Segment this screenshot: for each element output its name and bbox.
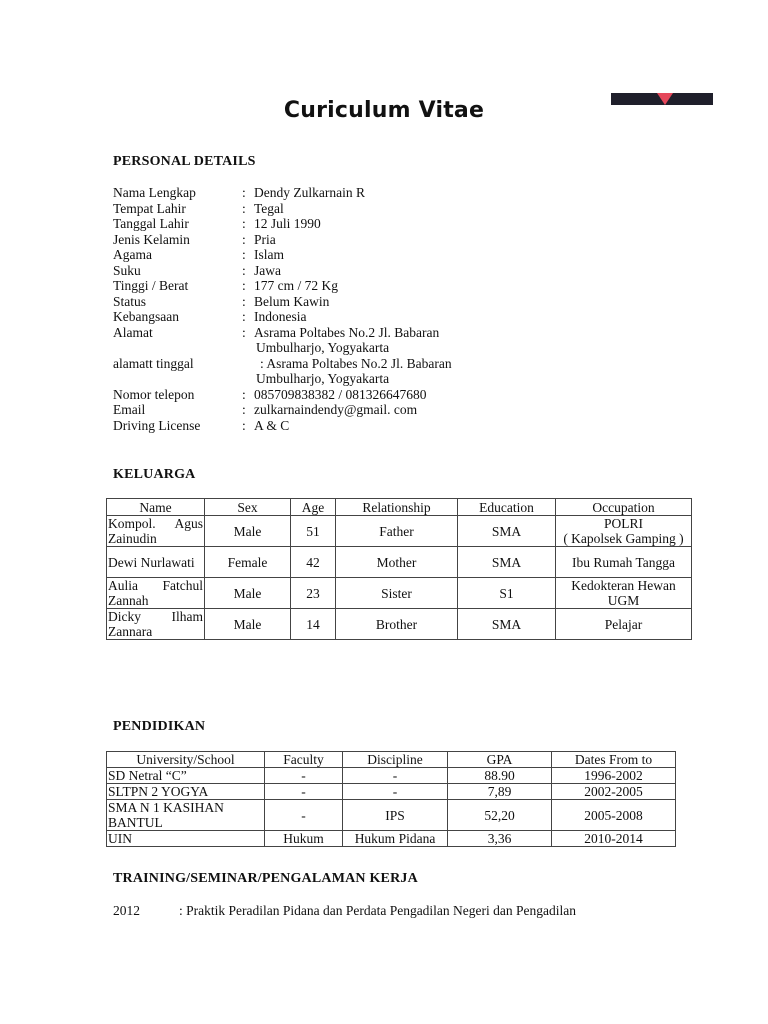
detail-row xyxy=(113,356,673,372)
column-header: Relationship xyxy=(336,499,458,516)
detail-row xyxy=(113,232,673,248)
detail-value: zulkarnaindendy@gmail. com xyxy=(254,402,418,417)
occupation-cell xyxy=(556,609,692,640)
detail-row xyxy=(113,185,673,201)
detail-row xyxy=(113,294,673,310)
personal-details-list xyxy=(113,185,673,433)
family-table xyxy=(106,498,692,640)
detail-value: Jawa xyxy=(254,262,281,278)
section-heading-family: KELUARGA xyxy=(113,467,196,482)
section-heading-personal: PERSONAL DETAILS xyxy=(113,154,256,169)
detail-colon: : xyxy=(242,185,246,200)
age-cell: 14 xyxy=(291,609,336,640)
education-table xyxy=(106,751,676,847)
faculty-cell: - xyxy=(265,784,343,800)
detail-row xyxy=(113,402,673,418)
detail-row xyxy=(113,263,673,279)
detail-row xyxy=(113,387,673,403)
detail-label: Status xyxy=(113,293,147,309)
detail-value: Islam xyxy=(254,247,284,262)
detail-row xyxy=(113,418,673,434)
detail-label: Nomor telepon xyxy=(113,386,195,402)
dates-cell: 2010-2014 xyxy=(552,831,676,847)
sex-cell: Male xyxy=(205,609,291,640)
detail-colon: : xyxy=(242,200,246,216)
occupation-line: Pelajar xyxy=(604,616,643,632)
detail-row xyxy=(113,216,673,232)
detail-row xyxy=(113,247,673,263)
table-header-row xyxy=(107,499,692,516)
dates-cell: 2002-2005 xyxy=(552,784,676,800)
detail-label: Tinggi / Berat xyxy=(113,278,189,293)
detail-value: A & C xyxy=(254,417,290,433)
gpa-cell: 52,20 xyxy=(448,800,552,831)
detail-colon: : xyxy=(242,247,246,262)
column-header: Education xyxy=(458,499,556,516)
sex-cell: Female xyxy=(205,547,291,578)
school-cell: UIN xyxy=(107,831,265,847)
detail-row xyxy=(113,309,673,325)
occupation-cell xyxy=(556,578,692,609)
detail-label: Email xyxy=(113,402,146,417)
occupation-line: ( Kapolsek Gamping ) xyxy=(563,531,684,546)
detail-value: 177 cm / 72 Kg xyxy=(254,278,338,293)
occupation-line: POLRI xyxy=(603,516,643,531)
detail-value: 12 Juli 1990 xyxy=(254,216,321,231)
gpa-cell: 3,36 xyxy=(448,831,552,847)
detail-row xyxy=(113,371,673,387)
sex-cell: Male xyxy=(205,578,291,609)
detail-value: Dendy Zulkarnain R xyxy=(254,185,365,200)
detail-label: Agama xyxy=(113,247,152,262)
table-row xyxy=(107,768,676,784)
education-cell: SMA xyxy=(458,609,556,640)
occupation-line: Kedokteran Hewan xyxy=(571,578,676,593)
column-header: Sex xyxy=(205,499,291,516)
detail-row xyxy=(113,201,673,217)
detail-value: : Asrama Poltabes No.2 Jl. Babaran xyxy=(260,355,452,371)
detail-label: Alamat xyxy=(113,324,153,340)
school-cell: SMA N 1 KASIHAN BANTUL xyxy=(107,800,265,831)
discipline-cell: Hukum Pidana xyxy=(343,831,448,847)
detail-label: Driving License xyxy=(113,417,201,433)
detail-value: Indonesia xyxy=(254,309,307,324)
name-cell: Dewi Nurlawati xyxy=(107,547,205,578)
education-cell: S1 xyxy=(458,578,556,609)
detail-colon: : xyxy=(242,231,246,247)
column-header: University/School xyxy=(107,752,265,768)
discipline-cell: - xyxy=(343,784,448,800)
name-cell: Kompol. Agus Zainudin xyxy=(108,516,203,546)
detail-colon: : xyxy=(242,278,246,293)
table-row xyxy=(107,609,692,640)
detail-label: Tanggal Lahir xyxy=(113,216,189,231)
dates-cell: 2005-2008 xyxy=(552,800,676,831)
detail-colon: : xyxy=(242,324,246,340)
detail-label: Jenis Kelamin xyxy=(113,231,190,247)
detail-colon: : xyxy=(242,402,246,417)
detail-value: Pria xyxy=(254,231,276,247)
table-row xyxy=(107,578,692,609)
table-row xyxy=(107,547,692,578)
detail-value: Umbulharjo, Yogyakarta xyxy=(256,340,390,355)
occupation-line: UGM xyxy=(607,593,640,608)
detail-colon: : xyxy=(242,293,246,309)
occupation-line: Ibu Rumah Tangga xyxy=(571,554,676,570)
detail-row xyxy=(113,340,673,356)
relationship-cell: Brother xyxy=(336,609,458,640)
relationship-cell: Father xyxy=(336,516,458,547)
column-header: Dates From to xyxy=(552,752,676,768)
training-description: : Praktik Peradilan Pidana dan Perdata Pengadilan Negeri dan Pengadilan xyxy=(179,903,577,918)
school-cell: SD Netral “C” xyxy=(107,768,265,784)
table-row xyxy=(107,516,692,547)
name-cell: Dicky Ilham Zannara xyxy=(108,609,203,639)
column-header: Age xyxy=(291,499,336,516)
detail-row xyxy=(113,278,673,294)
discipline-cell: - xyxy=(343,768,448,784)
gpa-cell: 88.90 xyxy=(448,768,552,784)
education-cell: SMA xyxy=(458,516,556,547)
column-header: Discipline xyxy=(343,752,448,768)
school-cell: SLTPN 2 YOGYA xyxy=(107,784,265,800)
detail-label: Nama Lengkap xyxy=(113,185,196,200)
detail-colon: : xyxy=(242,309,246,324)
detail-label: Kebangsaan xyxy=(113,309,179,324)
table-row xyxy=(107,831,676,847)
detail-colon: : xyxy=(242,417,246,433)
column-header: Faculty xyxy=(265,752,343,768)
occupation-cell xyxy=(556,516,692,547)
age-cell: 23 xyxy=(291,578,336,609)
education-cell: SMA xyxy=(458,547,556,578)
column-header: Occupation xyxy=(556,499,692,516)
detail-label: alamatt tinggal xyxy=(113,355,194,371)
detail-value: Tegal xyxy=(254,200,284,216)
occupation-cell xyxy=(556,547,692,578)
dates-cell: 1996-2002 xyxy=(552,768,676,784)
gpa-cell: 7,89 xyxy=(448,784,552,800)
faculty-cell: Hukum xyxy=(265,831,343,847)
faculty-cell: - xyxy=(265,800,343,831)
detail-label: Suku xyxy=(113,262,141,278)
detail-colon: : xyxy=(242,386,246,402)
relationship-cell: Sister xyxy=(336,578,458,609)
table-row xyxy=(107,800,676,831)
detail-label: Tempat Lahir xyxy=(113,200,186,216)
table-header-row xyxy=(107,752,676,768)
faculty-cell: - xyxy=(265,768,343,784)
age-cell: 51 xyxy=(291,516,336,547)
table-row xyxy=(107,784,676,800)
detail-value: Umbulharjo, Yogyakarta xyxy=(256,371,390,386)
detail-colon: : xyxy=(242,216,246,231)
name-cell: Aulia Fatchul Zannah xyxy=(108,578,203,608)
column-header: GPA xyxy=(448,752,552,768)
age-cell: 42 xyxy=(291,547,336,578)
detail-value: Belum Kawin xyxy=(254,293,330,309)
section-heading-training: TRAINING/SEMINAR/PENGALAMAN KERJA xyxy=(113,871,418,886)
detail-value: Asrama Poltabes No.2 Jl. Babaran xyxy=(254,324,440,340)
discipline-cell: IPS xyxy=(343,800,448,831)
section-heading-education: PENDIDIKAN xyxy=(113,719,206,734)
column-header: Name xyxy=(107,499,205,516)
detail-colon: : xyxy=(242,262,246,278)
detail-value: 085709838382 / 081326647680 xyxy=(254,386,427,402)
document-title: Curiculum Vitae xyxy=(283,98,485,123)
relationship-cell: Mother xyxy=(336,547,458,578)
detail-row xyxy=(113,325,673,341)
sex-cell: Male xyxy=(205,516,291,547)
training-year: 2012 xyxy=(113,903,140,918)
